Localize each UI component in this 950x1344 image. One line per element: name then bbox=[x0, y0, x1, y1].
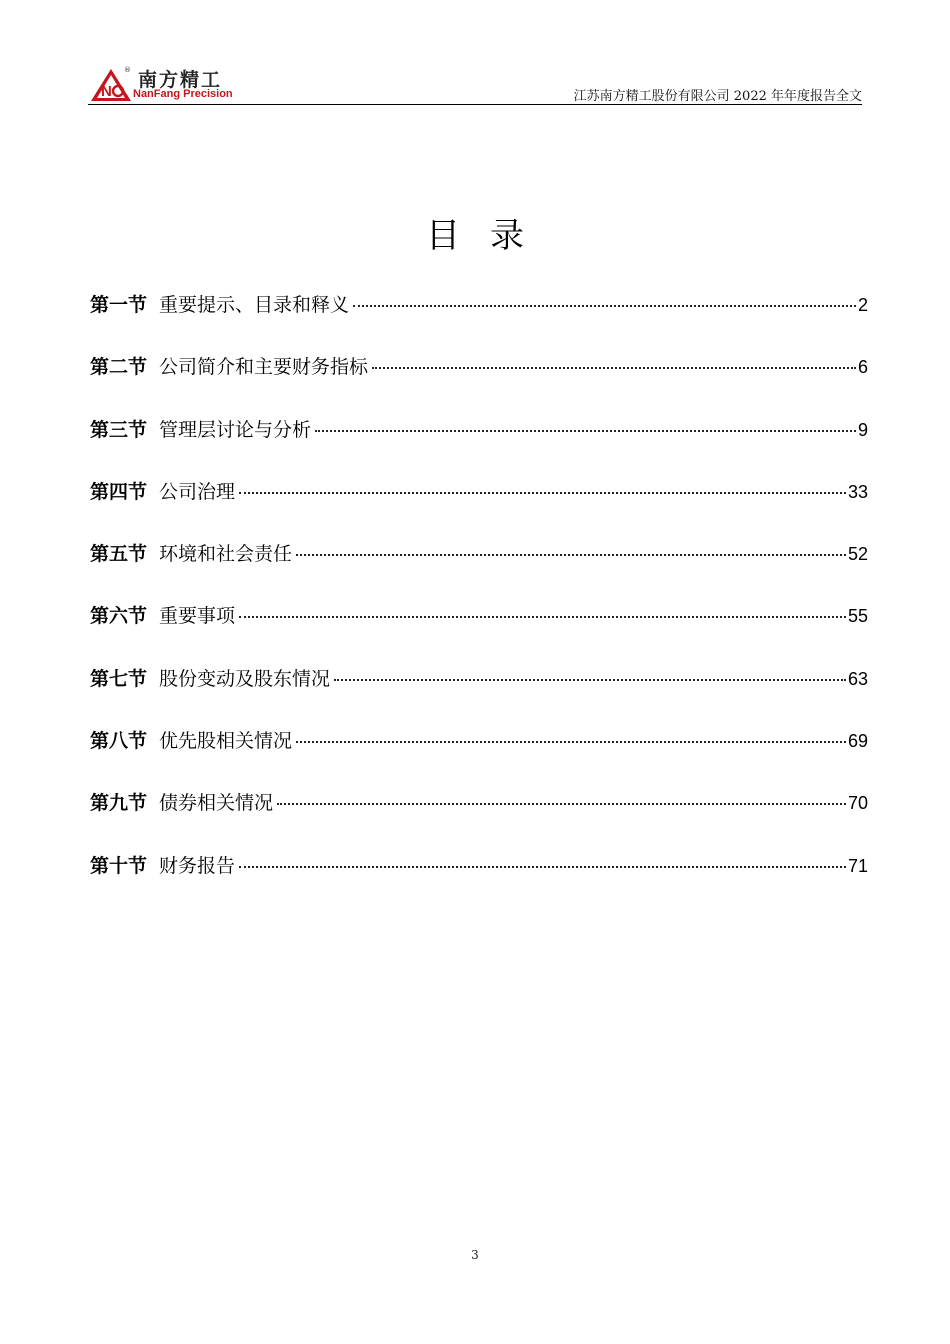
toc-section-number: 第十节 bbox=[90, 854, 148, 877]
toc-page-number: 33 bbox=[847, 481, 868, 502]
toc-page-number: 2 bbox=[857, 295, 868, 315]
toc-entry[interactable] bbox=[90, 352, 868, 414]
toc-section-name: 管理层讨论与分析 bbox=[159, 418, 312, 441]
toc-leader-dots bbox=[296, 741, 846, 743]
toc-page-number: 9 bbox=[857, 419, 868, 440]
toc-entry[interactable] bbox=[90, 788, 868, 850]
document-title: 江苏南方精工股份有限公司 2022 年年度报告全文 bbox=[573, 89, 862, 104]
toc-leader-dots bbox=[296, 554, 846, 556]
toc-leader-dots bbox=[277, 803, 846, 805]
toc-entry[interactable] bbox=[90, 477, 868, 539]
toc-section-name: 公司治理 bbox=[159, 480, 236, 503]
toc-section-number: 第四节 bbox=[90, 480, 148, 503]
toc-entry[interactable] bbox=[90, 851, 868, 913]
toc-section-number: 第六节 bbox=[90, 605, 148, 628]
logo-english-name: NanFang Precision bbox=[133, 88, 233, 100]
company-logo bbox=[90, 66, 250, 102]
toc-leader-dots bbox=[315, 430, 856, 432]
toc-section-name: 环境和社会责任 bbox=[159, 543, 293, 566]
toc-leader-dots bbox=[239, 616, 846, 618]
page-number: 3 bbox=[471, 1248, 479, 1262]
toc-section-number: 第三节 bbox=[90, 418, 148, 441]
toc-entry[interactable] bbox=[90, 415, 868, 477]
toc-leader-dots bbox=[372, 367, 856, 369]
toc-section-name: 公司简介和主要财务指标 bbox=[159, 356, 369, 379]
page-header bbox=[88, 62, 862, 106]
toc-entry[interactable] bbox=[90, 726, 868, 788]
toc-section-number: 第二节 bbox=[90, 356, 148, 379]
toc-section-name: 财务报告 bbox=[159, 854, 236, 877]
registered-mark: ® bbox=[124, 66, 131, 74]
toc-entry[interactable] bbox=[90, 290, 868, 352]
toc-title: 目录 bbox=[426, 216, 554, 256]
toc-page-number: 69 bbox=[847, 731, 868, 752]
toc-section-number: 第五节 bbox=[90, 543, 148, 566]
toc-entry[interactable] bbox=[90, 601, 868, 663]
toc-page-number: 71 bbox=[847, 855, 868, 876]
toc-leader-dots bbox=[334, 679, 846, 681]
toc-section-name: 债券相关情况 bbox=[159, 792, 274, 815]
toc-section-name: 重要事项 bbox=[159, 605, 236, 628]
toc-section-number: 第八节 bbox=[90, 730, 148, 753]
toc-page-number: 6 bbox=[857, 357, 868, 378]
toc-page-number: 55 bbox=[847, 606, 868, 627]
toc-page-number: 63 bbox=[847, 668, 868, 689]
toc-entry[interactable] bbox=[90, 539, 868, 601]
toc-leader-dots bbox=[239, 492, 846, 494]
svg-text:N: N bbox=[101, 83, 112, 100]
toc-leader-dots bbox=[239, 866, 846, 868]
toc-section-name: 优先股相关情况 bbox=[159, 730, 293, 753]
toc-leader-dots bbox=[353, 305, 856, 307]
toc-section-number: 第九节 bbox=[90, 792, 148, 815]
toc-section-name: 重要提示、目录和释义 bbox=[159, 294, 350, 316]
toc-section-name: 股份变动及股东情况 bbox=[159, 667, 331, 690]
header-divider bbox=[88, 104, 862, 105]
toc-page-number: 52 bbox=[847, 544, 868, 565]
toc-entry[interactable] bbox=[90, 664, 868, 726]
logo-chinese-name: 南方精工 bbox=[138, 69, 223, 91]
toc-section-number: 第一节 bbox=[90, 294, 148, 316]
toc-list bbox=[90, 290, 868, 913]
toc-page-number: 70 bbox=[847, 793, 868, 814]
toc-section-number: 第七节 bbox=[90, 667, 148, 690]
